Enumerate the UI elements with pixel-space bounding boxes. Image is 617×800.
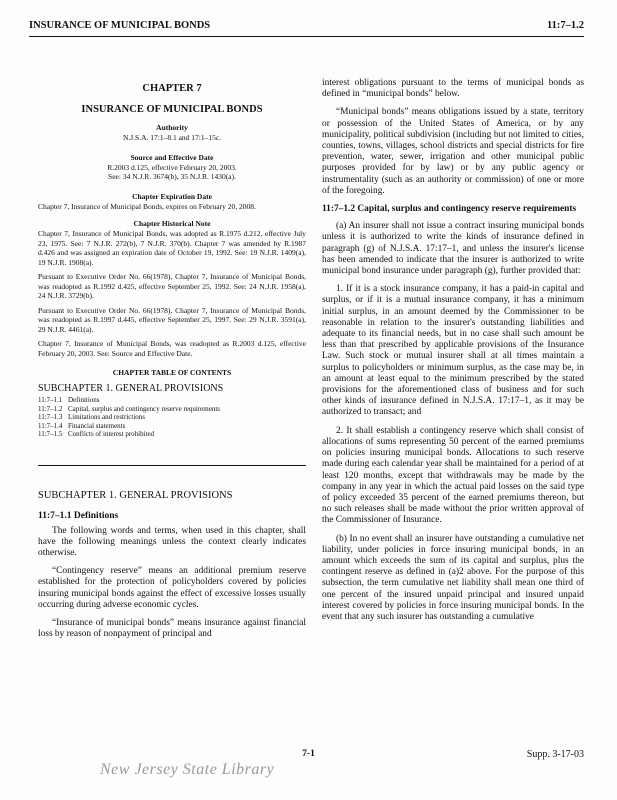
- header-section-number: 11:7–1.2: [546, 20, 584, 31]
- source-text: R.2003 d.125, effective February 20, 2003. See: 34 N.J.R. 3674(b), 35 N.J.R. 1430(a).: [107, 162, 237, 181]
- supplement-date: Supp. 3-17-03: [526, 749, 584, 760]
- section-title-capital: 11:7–1.2 Capital, surplus and contingency reserve requirements: [322, 204, 577, 215]
- toc-number: 11:7–1.1: [38, 396, 63, 404]
- expiration-heading: Chapter Expiration Date: [132, 191, 212, 201]
- right-column: [322, 78, 584, 630]
- body-paragraph: (b) In no event shall an insurer have outstanding a cumulative net liability, under policies in force insuring municipal bonds, in an amount which exceeds the sum of its capital and surplus, plus the contingent reserve as defined in (a)2 above. For the purpose of this subsection, the term cumulative net liability shall mean one third of one percent of the insured unpaid principal and insured unpaid interest covered by policies in force insuring municipal bonds. In the event that any such insurer has outstanding a cumulative: [322, 533, 584, 622]
- expiration-text: Chapter 7, Insurance of Municipal Bonds, expires on February 20, 2008.: [38, 201, 256, 211]
- authority-text: N.J.S.A. 17:1–8.1 and 17:1–15c.: [122, 133, 222, 142]
- divider: [38, 465, 306, 466]
- left-column: [38, 83, 306, 647]
- history-paragraph: Chapter 7, Insurance of Municipal Bonds, was readopted as R.2003 d.125, effective February 20, 2003. See: Source and Effective Date.: [38, 339, 306, 358]
- chapter-heading: [38, 83, 306, 201]
- toc-label: Limitations and restrictions: [68, 413, 145, 421]
- subchapter-heading: SUBCHAPTER 1. GENERAL PROVISIONS: [38, 489, 233, 501]
- toc-number: 11:7–1.3: [38, 413, 63, 421]
- body-paragraph: (a) An insurer shall not issue a contract insuring municipal bonds unless it is authorized to write the kinds of insurance defined in paragraph (g) of N.J.S.A. 17:17–1, and unless the insurer's license has been amended to indicate that the insurer is authorized to write municipal bond insurance under paragraph (g), further provided that:: [322, 221, 584, 277]
- page-number: 7-1: [302, 749, 315, 759]
- toc-item[interactable]: [38, 396, 306, 405]
- toc-label: Financial statements: [68, 421, 126, 430]
- header-title: INSURANCE OF MUNICIPAL BONDS: [29, 20, 211, 31]
- table-of-contents: [38, 396, 306, 439]
- chapter-number: CHAPTER 7: [142, 83, 202, 94]
- toc-item[interactable]: [38, 405, 306, 414]
- history-paragraph: Pursuant to Executive Order No. 66(1978), Chapter 7, Insurance of Municipal Bonds, was readopted as R.1997 d.445, effective September 25, 1997. See: 29 N.J.R. 3591(a), 29 N.J.R. 4461(a).: [38, 305, 306, 334]
- authority-heading: Authority: [156, 123, 188, 132]
- toc-number: 11:7–1.4: [38, 421, 63, 430]
- section-title-definitions: 11:7–1.1 Definitions: [38, 510, 119, 521]
- chapter-title: INSURANCE OF MUNICIPAL BONDS: [81, 104, 263, 115]
- toc-label: Capital, surplus and contingency reserve requirements: [68, 404, 221, 413]
- body-paragraph: interest obligations pursuant to the terms of municipal bonds as defined in “municipal bonds” below.: [322, 78, 584, 100]
- history-heading: Chapter Historical Note: [133, 219, 211, 228]
- history-paragraph: Pursuant to Executive Order No. 66(1978), Chapter 7, Insurance of Municipal Bonds, was readopted as R.1992 d.425, effective September 25, 1992. See: 24 N.J.R. 1958(a), 24 N.J.R. 3729(b).: [38, 272, 306, 300]
- library-watermark: New Jersey State Library: [100, 761, 275, 778]
- body-paragraph: The following words and terms, when used in this chapter, shall have the following meanings unless the context clearly indicates otherwise.: [38, 525, 306, 558]
- toc-item[interactable]: [38, 422, 306, 431]
- running-header: [29, 20, 584, 37]
- body-paragraph: “Insurance of municipal bonds” means insurance against financial loss by reason of nonpayment of principal and: [38, 617, 306, 640]
- body-paragraph: “Contingency reserve” means an additional premium reserve established for the protection of policyholders covered by policies insuring municipal bonds against the effect of excessive losses usually occurring during adverse economic cycles.: [38, 566, 306, 610]
- toc-item[interactable]: [38, 430, 306, 439]
- toc-subchapter: SUBCHAPTER 1. GENERAL PROVISIONS: [38, 383, 224, 394]
- history-paragraph: Chapter 7, Insurance of Municipal Bonds, was adopted as R.1975 d.212, effective July 23, 1975. See: 7 N.J.R. 272(b), 7 N.J.R. 370(b). Chapter 7 was amended by R.1987 d.426 and was assigned an expiration date of October 19, 1992. See: 19 N.J.R. 1409(a), 19 N.J.R. 1908(a).: [38, 229, 306, 267]
- toc-number: 11:7–1.2: [38, 404, 63, 413]
- toc-label: Definitions: [68, 396, 100, 404]
- toc-number: 11:7–1.5: [38, 430, 63, 438]
- body-paragraph: 2. It shall establish a contingency reserve which shall consist of allocations of sums representing 50 percent of the earned premiums on policies insuring municipal bonds. Allocations to such reserve made during each calendar year shall be maintained for a period of at least 120 months, except that withdrawals may be made by the company in any year in which the actual paid losses on the said type of policy exceeded 35 percent of the earned premiums thereon, but no such releases shall be made without the prior written approval of the Commissioner of Insurance.: [322, 425, 584, 526]
- body-paragraph: 1. If it is a stock insurance company, it has a paid-in capital and surplus, or if it is a mutual insurance company, it has a minimum initial surplus, in an amount deemed by the Commissioner to be reasonable in relation to the insurer's outstanding liabilities and adequate to its financial needs, but in no case shall such amount be less than that prescribed by applicable provisions of the Insurance Law. Such stock or mutual insurer shall at all times maintain a surplus to policyholders or minimum surplus, as the case may be, in an amount at least equal to the minimum prescribed by the stated provisions for the aforementioned class of business and for such other kinds of insurance defined in N.J.S.A. 17:17–1, as it may be authorized to transact; and: [322, 284, 584, 418]
- toc-heading: CHAPTER TABLE OF CONTENTS: [112, 368, 232, 377]
- toc-item[interactable]: [38, 413, 306, 422]
- source-heading: Source and Effective Date: [130, 152, 214, 162]
- body-paragraph: “Municipal bonds” means obligations issued by a state, territory or possession of the United States of America, or by any municipality, political subdivision (including but not limited to cities, counties, towns, villages, school districts and special districts for fire prevention, water, sewer, irrigation and other municipal public purposes provided for by law) or by any public agency or instrumentality (such as an authority or commission) of one or more of the foregoing.: [322, 107, 584, 196]
- toc-label: Conflicts of interest prohibited: [68, 430, 155, 438]
